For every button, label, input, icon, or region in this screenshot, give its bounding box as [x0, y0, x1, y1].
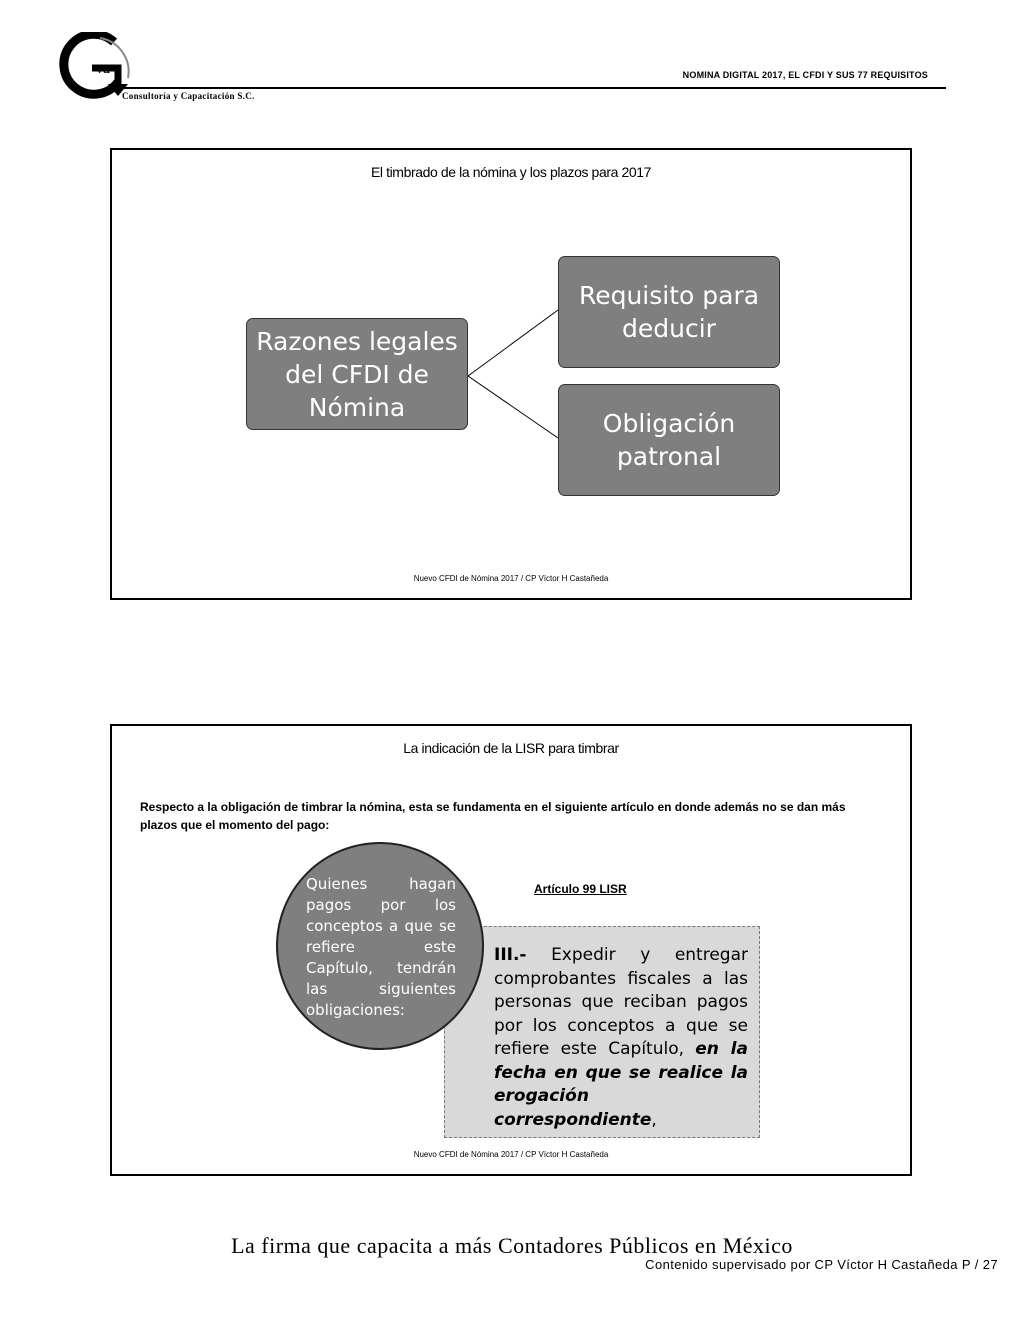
article-text [494, 944, 748, 1132]
diagram-branch-deducir: Requisito para deducir [558, 256, 780, 368]
article-emphasis: en la fecha en que se realice la erogación correspondiente [494, 1039, 748, 1130]
diagram-root-box: Razones legales del CFDI de Nómina [246, 318, 468, 430]
header-divider [118, 87, 946, 89]
page-tagline: La firma que capacita a más Contadores Públicos en México [231, 1233, 793, 1258]
slide-intro-text: Respecto a la obligación de timbrar la nómina, esta se fundamenta en el siguiente artículo en donde además no se dan más plazos que el momento del pago: [140, 800, 846, 832]
article-number: III.- [494, 945, 527, 965]
slide-lisr [110, 724, 912, 1176]
slide-title: La indicación de la LISR para timbrar [403, 740, 619, 756]
circle-text: Quienes hagan pagos por los conceptos a que se refiere este Capítulo, tendrán las siguientes obligaciones: [306, 875, 456, 1019]
logo-subtitle: Consultoría y Capacitación S.C. [122, 91, 255, 101]
article-title: Artículo 99 LISR [534, 882, 627, 896]
article-body: Expedir y entregar comprobantes fiscales a las personas que reciban pagos por los conceptos a que se refiere este Capítulo, [494, 945, 748, 1059]
header-title: NOMINA DIGITAL 2017, EL CFDI Y SUS 77 REQUISITOS [682, 70, 928, 80]
slide-footer: Nuevo CFDI de Nómina 2017 / CP Víctor H Castañeda [413, 574, 609, 583]
slide-footer: Nuevo CFDI de Nómina 2017 / CP Víctor H Castañeda [413, 1150, 609, 1159]
article-end: , [651, 1109, 657, 1130]
diagram-branch-obligacion: Obligación patronal [558, 384, 780, 496]
slide-timbrado [110, 148, 912, 600]
slide-title: El timbrado de la nómina y los plazos para 2017 [370, 164, 652, 180]
diagram-connectors [112, 150, 912, 600]
logo-sup-text: va [96, 62, 110, 77]
page-credit: Contenido supervisado por CP Víctor H Castañeda P / 27 [645, 1257, 998, 1272]
